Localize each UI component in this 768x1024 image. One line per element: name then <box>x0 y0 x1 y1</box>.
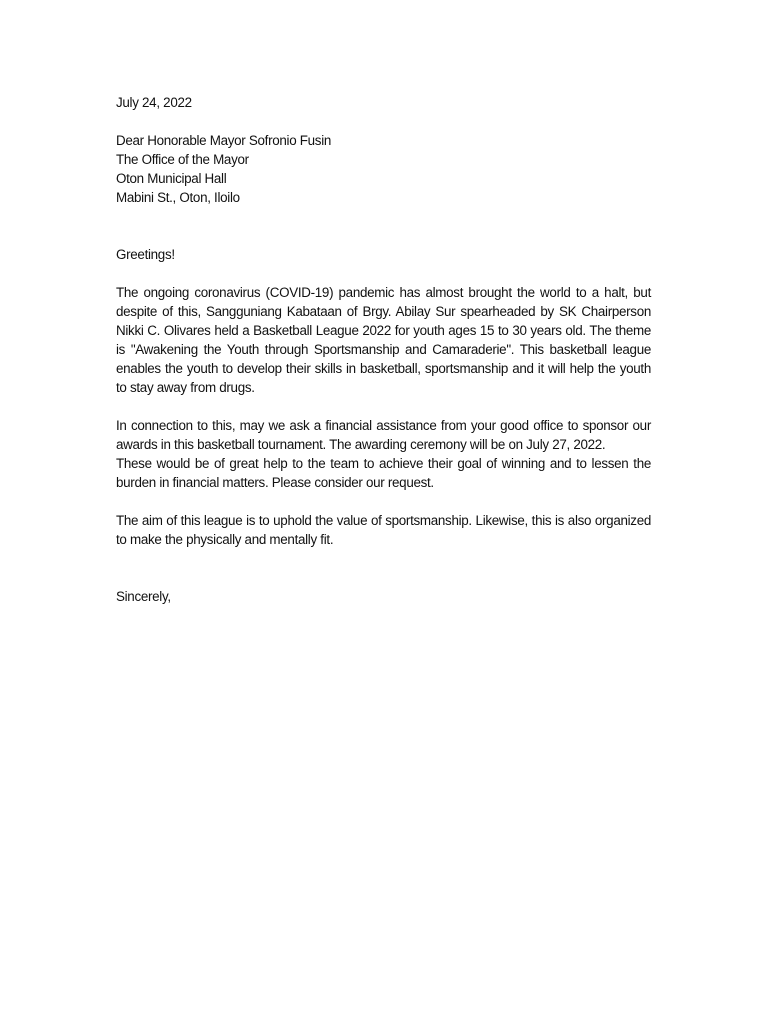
paragraph-request: In connection to this, may we ask a financial assistance from your good office to sponsor our awards in this basketball tournament. The awarding ceremony will be on July 27, 2022. <box>116 418 651 452</box>
letter-greeting: Greetings! <box>116 247 175 262</box>
recipient-office: The Office of the Mayor <box>116 152 249 167</box>
recipient-building: Oton Municipal Hall <box>116 171 227 186</box>
paragraph-help: These would be of great help to the team to achieve their goal of winning and to lessen the burden in financial matters. Please consider our request. <box>116 456 651 490</box>
paragraph-intro: The ongoing coronavirus (COVID-19) pandemic has almost brought the world to a halt, but despite of this, Sangguniang Kabataan of Brgy. Abilay Sur spearheaded by SK Chairperson Nikki C. Olivares held a Basketball League 2022 for youth ages 15 to 30 years old. The theme is "Awakening the Youth through Sportsmanship and Camaraderie". This basketball league enables the youth to develop their skills in basketball, sportsmanship and it will help the youth to stay away from drugs. <box>116 285 651 395</box>
paragraph-aim: The aim of this league is to uphold the value of sportsmanship. Likewise, this is also organized to make the physically and mentally fit. <box>116 513 651 547</box>
letter-closing: Sincerely, <box>116 589 171 604</box>
recipient-name: Dear Honorable Mayor Sofronio Fusin <box>116 133 332 148</box>
recipient-address-block <box>116 131 651 207</box>
recipient-street: Mabini St., Oton, Iloilo <box>116 190 240 205</box>
letter-date: July 24, 2022 <box>116 95 192 110</box>
letter-body <box>116 93 651 606</box>
